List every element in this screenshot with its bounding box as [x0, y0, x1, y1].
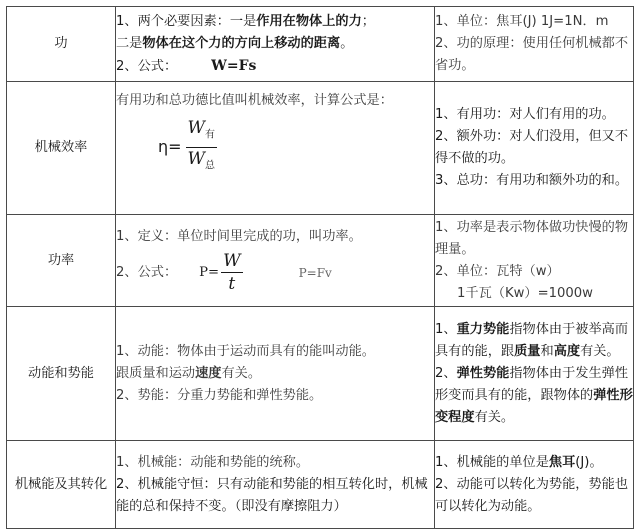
work-factors: 1、两个必要因素：一是作用在物体上的力； — [116, 13, 375, 29]
power-conversion: 1千瓦（Kw）=1000w — [457, 285, 593, 301]
extra-work: 2、额外功：对人们没用，但又不得不做的功。 — [435, 129, 629, 166]
middle-cell — [116, 307, 435, 441]
right-cell — [435, 441, 634, 529]
power-formula: 2、公式： P= $\frac{W}{t}$ P=Fv — [116, 251, 332, 294]
middle-cell — [116, 441, 435, 529]
mechanical-unit: 1、机械能的单位是焦耳(J)。 — [435, 454, 603, 470]
middle-cell — [116, 7, 435, 82]
gravitational-pe: 1、重力势能指物体由于被举高而具有的能，跟质量和高度有关。 — [435, 321, 629, 359]
right-cell — [435, 307, 634, 441]
power-unit: 2、单位：瓦特（w） — [435, 263, 560, 279]
middle-cell — [116, 215, 435, 307]
topic-cell — [7, 82, 116, 215]
kinetic-energy: 1、动能：物体由于运动而具有的能叫动能。 — [116, 343, 375, 359]
efficiency-definition: 有用功和总功德比值叫机械效率，计算公式是： — [116, 93, 393, 108]
right-cell — [435, 82, 634, 215]
fraction: $\frac{W_有}{W_总}$ — [187, 118, 216, 171]
power-definition: 1、定义：单位时间里完成的功，叫功率。 — [116, 229, 362, 244]
topic-cell — [7, 441, 116, 529]
mechanical-energy: 1、机械能：动能和势能的统称。 — [116, 454, 310, 470]
efficiency-formula: η= $\frac{W_有}{W_总}$ — [116, 112, 434, 182]
topic-cell — [7, 7, 116, 82]
work-factors-2: 二是物体在这个力的方向上移动的距离。 — [116, 35, 354, 51]
topic-cell — [7, 215, 116, 307]
table-row-energy — [7, 307, 634, 441]
potential-energy: 2、势能：分重力势能和弹性势能。 — [116, 387, 323, 403]
work-unit: 1、单位：焦耳(J) 1J=1N．m — [435, 14, 609, 29]
conservation: 2、机械能守恒：只有动能和势能的相互转化时，机械能的总和保持不变。（即没有摩擦阻力） — [116, 476, 428, 514]
right-cell — [435, 215, 634, 307]
physics-notes-table — [6, 6, 634, 529]
kinetic-energy-2: 跟质量和运动速度有关。 — [116, 365, 262, 381]
topic-label: 功 — [54, 36, 68, 51]
topic-label: 机械效率 — [34, 140, 88, 155]
table-row-efficiency — [7, 82, 634, 215]
total-work: 3、总功：有用功和额外功的和。 — [435, 173, 629, 188]
table-row-power — [7, 215, 634, 307]
topic-label: 机械能及其转化 — [14, 476, 108, 492]
topic-label: 动能和势能 — [28, 365, 94, 381]
table-row-mechanical — [7, 441, 634, 529]
energy-conversion: 2、动能可以转化为势能，势能也可以转化为动能。 — [435, 476, 629, 514]
work-principle: 2、功的原理：使用任何机械都不省功。 — [435, 36, 629, 73]
topic-label: 功率 — [47, 252, 75, 268]
elastic-pe: 2、弹性势能指物体由于发生弹性形变而具有的能，跟物体的弹性形变程度有关。 — [435, 365, 633, 425]
work-formula: 2、公式： W=Fs — [116, 57, 257, 74]
middle-cell — [116, 82, 435, 215]
fraction: $\frac{W}{t}$ — [223, 251, 241, 294]
right-cell — [435, 7, 634, 82]
power-meaning: 1、功率是表示物体做功快慢的物理量。 — [435, 219, 629, 257]
table-row-work — [7, 7, 634, 82]
topic-cell — [7, 307, 116, 441]
useful-work: 1、有用功：对人们有用的功。 — [435, 107, 615, 122]
